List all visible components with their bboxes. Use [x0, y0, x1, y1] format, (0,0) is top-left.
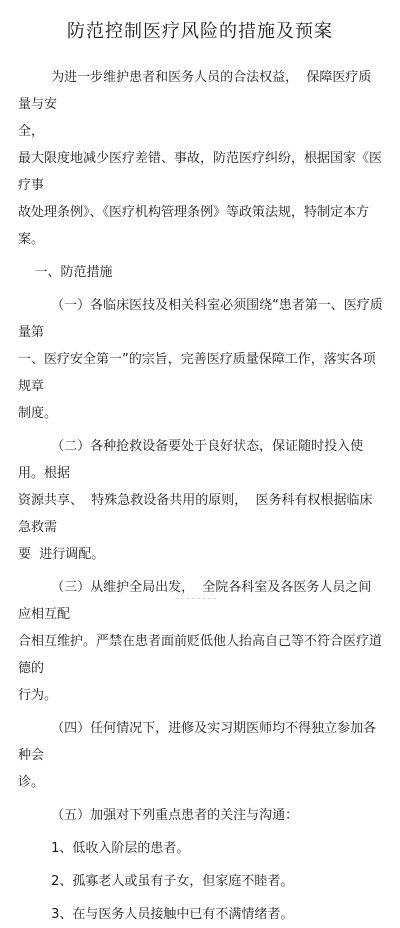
document-body — [18, 64, 384, 928]
item-1-line-1: （一）各临床医技及相关科室必须围绕“患者第一、医疗质量第 — [18, 298, 383, 340]
item-3-line-2: 合相互维护。严禁在患者面前贬低他人抬高自己等不符合医疗道德的 — [18, 634, 383, 676]
item-5-subitem-3: 3、在与医务人员接触中已有不满情绪者。 — [18, 907, 294, 922]
item-3-line-1: （三）从维护全局出发， 全院各科室及各医务人员之间应相互配 — [18, 580, 372, 622]
item-1-line-2: 一、医疗安全第一”的宗旨，完善医疗质量保障工作，落实各项规章 — [18, 352, 376, 394]
section-heading: 一、防范措施 — [18, 265, 113, 280]
item-2-line-1: （二）各种抢救设备要处于良好状态，保证随时投入使用。根据 — [18, 439, 364, 481]
paragraph-intro-line-4: 故处理条例》、《医疗机构管理条例》等政策法规，特制定本方案。 — [18, 205, 370, 247]
item-2-line-2: 资源共享、 特殊急救设备共用的原则， 医务科有权根据临床急救需 — [18, 493, 373, 535]
item-5-subitem-2: 2、孤寡老人或虽有子女，但家庭不睦者。 — [18, 874, 294, 889]
item-4-line-2: 诊。 — [18, 775, 45, 790]
document-title: 防范控制医疗风险的措施及预案 — [67, 21, 333, 42]
item-4-line-1: （四）任何情况下，进修及实习期医师均不得独立参加各种会 — [18, 721, 377, 763]
item-2-line-3: 要 进行调配。 — [18, 547, 105, 562]
paragraph-intro-line-1: 为进一步维护患者和医务人员的合法权益， 保障医疗质量与安 — [18, 70, 372, 112]
item-1-line-3: 制度。 — [18, 406, 58, 421]
page-bottom-mark — [176, 598, 216, 603]
item-3-line-3: 行为。 — [18, 688, 58, 703]
paragraph-intro-line-3: 最大限度地减少医疗差错、事故，防范医疗纠纷，根据国家《医疗事 — [18, 151, 383, 193]
item-5-heading: （五）加强对下列重点患者的关注与沟通： — [18, 808, 299, 823]
paragraph-intro-line-2: 全， — [18, 124, 45, 139]
item-5-subitem-1: 1、低收入阶层的患者。 — [18, 841, 190, 856]
